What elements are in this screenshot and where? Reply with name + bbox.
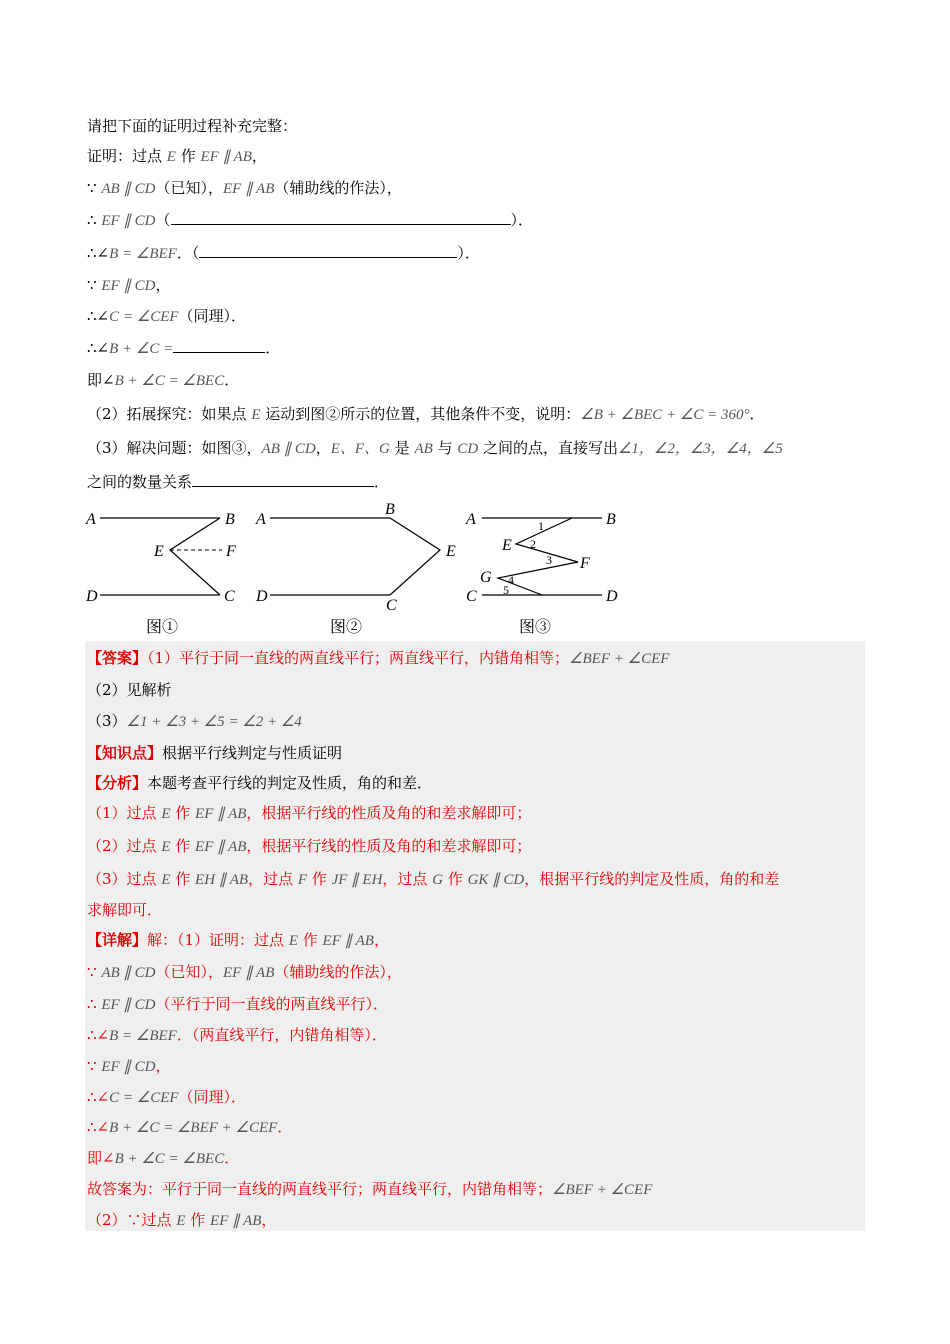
fig1-label-f: F	[226, 543, 236, 560]
fig3-label-b: B	[606, 511, 616, 528]
fig3-label-c: C	[466, 588, 477, 605]
detail-line-5: ∵ EF ∥ CD，	[87, 1057, 171, 1075]
detail-line-4: ∴∠B = ∠BEF．（两直线平行，内错角相等）．	[87, 1026, 387, 1044]
proof-line-2: ∵ AB ∥ CD（已知），EF ∥ AB（辅助线的作法），	[87, 179, 402, 197]
analysis-3: （3）过点 E 作 EH ∥ AB，过点 F 作 JF ∥ EH，过点 G 作 GK ∥ CD，根据平行线的判定及性质，角的和差	[87, 870, 780, 888]
figure-2	[255, 501, 456, 614]
fig3-angle-4: 4	[508, 573, 514, 587]
analysis-line: 【分析】本题考查平行线的判定及性质，角的和差．	[87, 774, 433, 792]
fig3-label-d: D	[606, 588, 618, 605]
question-3-cont: 之间的数量关系 ．	[87, 473, 390, 491]
answer-line: 【答案】（1）平行于同一直线的两直线平行；两直线平行，内错角相等；∠BEF + ∠CEF	[87, 649, 670, 667]
fig3-caption: 图③	[519, 617, 552, 636]
analysis-1: （1）过点 E 作 EF ∥ AB，根据平行线的性质及角的和差求解即可；	[87, 804, 532, 822]
figure-3	[465, 511, 618, 605]
fig3-label-e: E	[502, 537, 512, 554]
detail-line-3: ∴ EF ∥ CD（平行于同一直线的两直线平行）．	[87, 995, 388, 1013]
fig2-label-b: B	[385, 501, 395, 518]
fig3-label-g: G	[480, 569, 492, 586]
fig1-label-c: C	[224, 588, 235, 605]
answer-blank-2[interactable]	[199, 243, 457, 258]
detail-line-7: ∴∠B + ∠C = ∠BEF + ∠CEF．	[87, 1118, 293, 1136]
analysis-3-cont: 求解即可．	[87, 901, 163, 919]
detail-line-9: 故答案为：平行于同一直线的两直线平行；两直线平行，内错角相等；∠BEF + ∠CEF	[87, 1180, 653, 1198]
fig1-label-e: E	[154, 543, 164, 560]
detail-line-10: （2）∵过点 E 作 EF ∥ AB，	[87, 1211, 277, 1229]
answer-blank-1[interactable]	[171, 210, 511, 225]
proof-line-4: ∴∠B = ∠BEF．（ ）．	[87, 244, 480, 262]
fig3-angle-3: 3	[546, 553, 552, 567]
proof-line-6: ∴∠C = ∠CEF（同理）．	[87, 307, 247, 325]
fig3-angle-2: 2	[530, 537, 536, 551]
question-3: （3）解决问题：如图③，AB ∥ CD，E、F、G 是 AB 与 CD 之间的点，直接写出∠1，∠2，∠3，∠4，∠5	[87, 439, 783, 457]
fig3-label-f: F	[580, 555, 590, 572]
fig3-angle-5: 5	[503, 583, 509, 597]
analysis-2: （2）过点 E 作 EF ∥ AB，根据平行线的性质及角的和差求解即可；	[87, 837, 532, 855]
prompt-line: 请把下面的证明过程补充完整：	[87, 117, 298, 135]
fig1-label-a: A	[86, 511, 96, 528]
fig1-label-b: B	[225, 511, 235, 528]
fig3-angle-1: 1	[538, 519, 544, 533]
knowledge-line: 【知识点】根据平行线判定与性质证明	[87, 744, 343, 762]
fig2-caption: 图②	[330, 617, 363, 636]
fig3-label-a: A	[466, 511, 476, 528]
fig2-label-e: E	[446, 543, 456, 560]
answer-blank-4[interactable]	[192, 472, 374, 487]
answer-3: （3）∠1 + ∠3 + ∠5 = ∠2 + ∠4	[87, 712, 302, 730]
proof-line-3: ∴ EF ∥ CD（ ）．	[87, 211, 534, 229]
proof-line-5: ∵ EF ∥ CD，	[87, 276, 171, 294]
answer-blank-3[interactable]	[173, 338, 265, 353]
fig1-label-d: D	[86, 588, 98, 605]
question-2: （2）拓展探究：如果点 E 运动到图②所示的位置，其他条件不变，说明：∠B + ∠BEC + ∠C = 360°．	[87, 405, 765, 423]
answer-2: （2）见解析	[87, 681, 172, 699]
figure-1	[85, 511, 236, 605]
fig1-caption: 图①	[146, 617, 179, 636]
detail-line-6: ∴∠C = ∠CEF（同理）．	[87, 1088, 247, 1106]
proof-line-8: 即∠B + ∠C = ∠BEC．	[87, 371, 240, 389]
detail-line-2: ∵ AB ∥ CD（已知），EF ∥ AB（辅助线的作法），	[87, 963, 402, 981]
proof-line-7: ∴∠B + ∠C = ．	[87, 339, 281, 357]
proof-line-1: 证明：过点 E 作 EF ∥ AB，	[87, 147, 267, 165]
fig2-label-d: D	[256, 588, 268, 605]
detail-line-1: 【详解】解：（1）证明：过点 E 作 EF ∥ AB，	[87, 931, 389, 949]
detail-line-8: 即∠B + ∠C = ∠BEC．	[87, 1149, 240, 1167]
fig2-label-a: A	[256, 511, 266, 528]
fig2-label-c: C	[386, 597, 397, 614]
